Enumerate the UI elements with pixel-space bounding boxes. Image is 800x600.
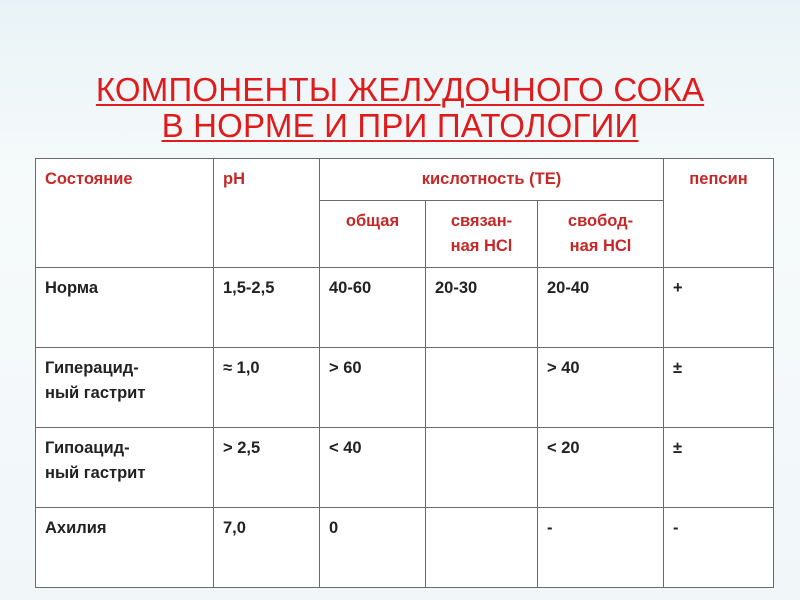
cell-pepsin: ± xyxy=(664,348,774,428)
slide-title xyxy=(0,72,800,144)
slide-title-line2: В НОРМЕ И ПРИ ПАТОЛОГИИ xyxy=(161,107,639,144)
header-free xyxy=(538,201,664,268)
table-row xyxy=(36,348,774,428)
cell-bound xyxy=(426,348,538,428)
table-row xyxy=(36,268,774,348)
cell-total: < 40 xyxy=(320,428,426,508)
cell-state xyxy=(36,268,214,348)
table-row xyxy=(36,428,774,508)
cell-pepsin: ± xyxy=(664,428,774,508)
cell-free: < 20 xyxy=(538,428,664,508)
cell-state xyxy=(36,428,214,508)
cell-ph: ≈ 1,0 xyxy=(214,348,320,428)
cell-bound: 20-30 xyxy=(426,268,538,348)
gastric-juice-table xyxy=(35,158,774,588)
cell-ph: > 2,5 xyxy=(214,428,320,508)
slide-title-line1: КОМПОНЕНТЫ ЖЕЛУДОЧНОГО СОКА xyxy=(95,71,705,108)
cell-state-line2: ный гастрит xyxy=(45,384,146,402)
cell-free: > 40 xyxy=(538,348,664,428)
header-total: общая xyxy=(320,201,426,268)
cell-pepsin: + xyxy=(664,268,774,348)
cell-free: - xyxy=(538,508,664,588)
header-free-line1: свобод- xyxy=(567,212,634,230)
cell-state xyxy=(36,508,214,588)
cell-state-line1: Гипоацид- xyxy=(45,439,130,457)
cell-state-line2: ный гастрит xyxy=(45,464,146,482)
header-ph: рН xyxy=(214,159,320,268)
table-header-row xyxy=(36,159,774,201)
cell-total: > 60 xyxy=(320,348,426,428)
table-row xyxy=(36,508,774,588)
cell-free: 20-40 xyxy=(538,268,664,348)
cell-state xyxy=(36,348,214,428)
cell-bound xyxy=(426,508,538,588)
cell-pepsin: - xyxy=(664,508,774,588)
header-free-line2: ная HCl xyxy=(569,237,632,255)
cell-state-line1: Ахилия xyxy=(45,519,107,537)
cell-ph: 7,0 xyxy=(214,508,320,588)
cell-bound xyxy=(426,428,538,508)
cell-state-line1: Норма xyxy=(45,279,99,297)
header-bound xyxy=(426,201,538,268)
header-pepsin: пепсин xyxy=(664,159,774,268)
header-bound-line1: связан- xyxy=(450,212,513,230)
header-acidity: кислотность (ТЕ) xyxy=(320,159,664,201)
header-bound-line2: ная HCl xyxy=(450,237,513,255)
cell-ph: 1,5-2,5 xyxy=(214,268,320,348)
header-state: Состояние xyxy=(36,159,214,268)
cell-total: 0 xyxy=(320,508,426,588)
cell-state-line1: Гиперацид- xyxy=(45,359,139,377)
cell-total: 40-60 xyxy=(320,268,426,348)
